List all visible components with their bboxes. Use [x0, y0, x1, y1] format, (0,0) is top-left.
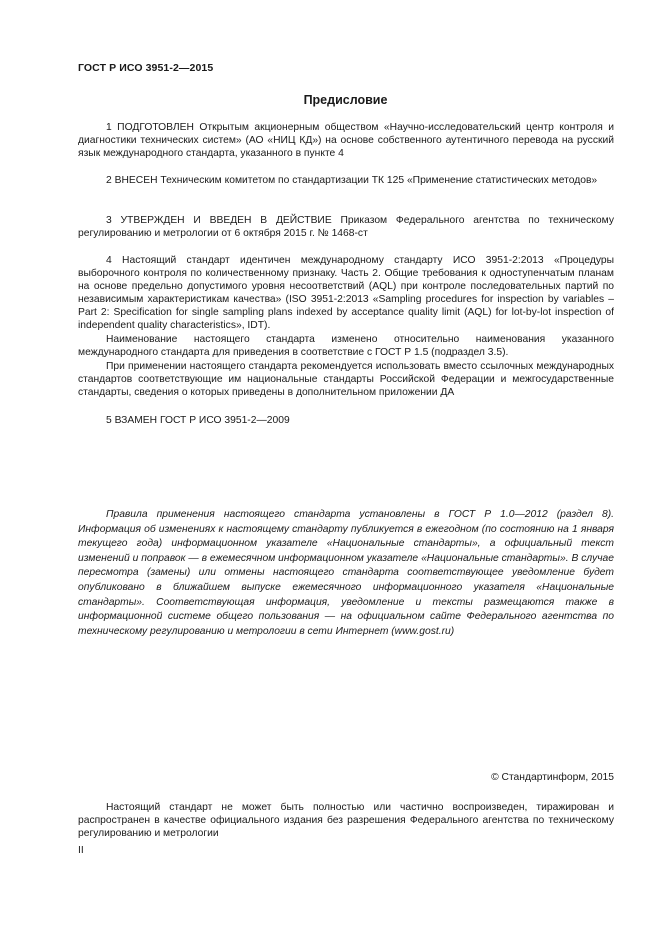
paragraph-4-reference-note: При применении настоящего стандарта рекомендуется использовать вместо ссылочных международных стандартов соответствующие им национальные стандарты Российской Федерации и межгосударственные стандарты, сведения о которых приведены в дополнительном приложении ДА — [78, 361, 614, 398]
application-rules-notice: Правила применения настоящего стандарта установлены в ГОСТ Р 1.0—2012 (раздел 8). Информация об изменениях к настоящему стандарту публикуется в ежегодном (по состоянию на 1 января текущего года) информационном указателе «Национальные стандарты», а официальный текст изменений и поправок — в ежемесячном информационном указателе «Национальные стандарты». В случае пересмотра (замены) или отмены настоящего стандарта соответствующее уведомление будет опубликовано в ближайшем выпуске ежемесячного информационного указателя «Национальные стандарты». Соответствующая информация, уведомление и тексты размещаются также в информационной системе общего пользования — на официальном сайте Федерального агентства по техническому регулированию и метрологии в сети Интернет (www.gost.ru) — [78, 509, 614, 637]
page-number: II — [78, 845, 84, 856]
reproduction-notice: Настоящий стандарт не может быть полностью или частично воспроизведен, тиражирован и распространен в качестве официального издания без разрешения Федерального агентства по техническому регулированию и метрологии — [78, 802, 614, 839]
page-title: Предисловие — [303, 93, 388, 107]
paragraph-1: 1 ПОДГОТОВЛЕН Открытым акционерным обществом «Научно-исследовательский центр контроля и диагностики технических систем» (АО «НИЦ КД») на основе собственного аутентичного перевода на русский язык международного стандарта, указанного в пункте 4 — [78, 122, 614, 159]
paragraph-4-name-note: Наименование настоящего стандарта изменено относительно наименования указанного международного стандарта для приведения в соответствие с ГОСТ Р 1.5 (подраздел 3.5). — [78, 334, 614, 358]
paragraph-5: 5 ВЗАМЕН ГОСТ Р ИСО 3951-2—2009 — [106, 415, 290, 426]
paragraph-4: 4 Настоящий стандарт идентичен международному стандарту ИСО 3951-2:2013 «Процедуры выборочного контроля по количественному признаку. Часть 2. Общие требования к одноступенчатым планам на основе предельно допустимого уровня несоответствий (AQL) при контроле последовательных партий по независимым характеристикам качества» (ISO 3951-2:2013 «Sampling procedures for inspection by variables – Part 2: Specification for single sampling plans indexed by acceptance quality limit (AQL) for lot-by-lot inspection of independent quality characteristics», IDT). — [78, 255, 614, 331]
document-header: ГОСТ Р ИСО 3951-2—2015 — [78, 62, 214, 74]
paragraph-2: 2 ВНЕСЕН Техническим комитетом по стандартизации ТК 125 «Применение статистических методов» — [106, 175, 598, 186]
copyright-line: © Стандартинформ, 2015 — [491, 772, 614, 783]
paragraph-3: 3 УТВЕРЖДЕН И ВВЕДЕН В ДЕЙСТВИЕ Приказом Федерального агентства по техническому регулированию и метрологии от 6 октября 2015 г. № 1468-ст — [78, 215, 614, 239]
